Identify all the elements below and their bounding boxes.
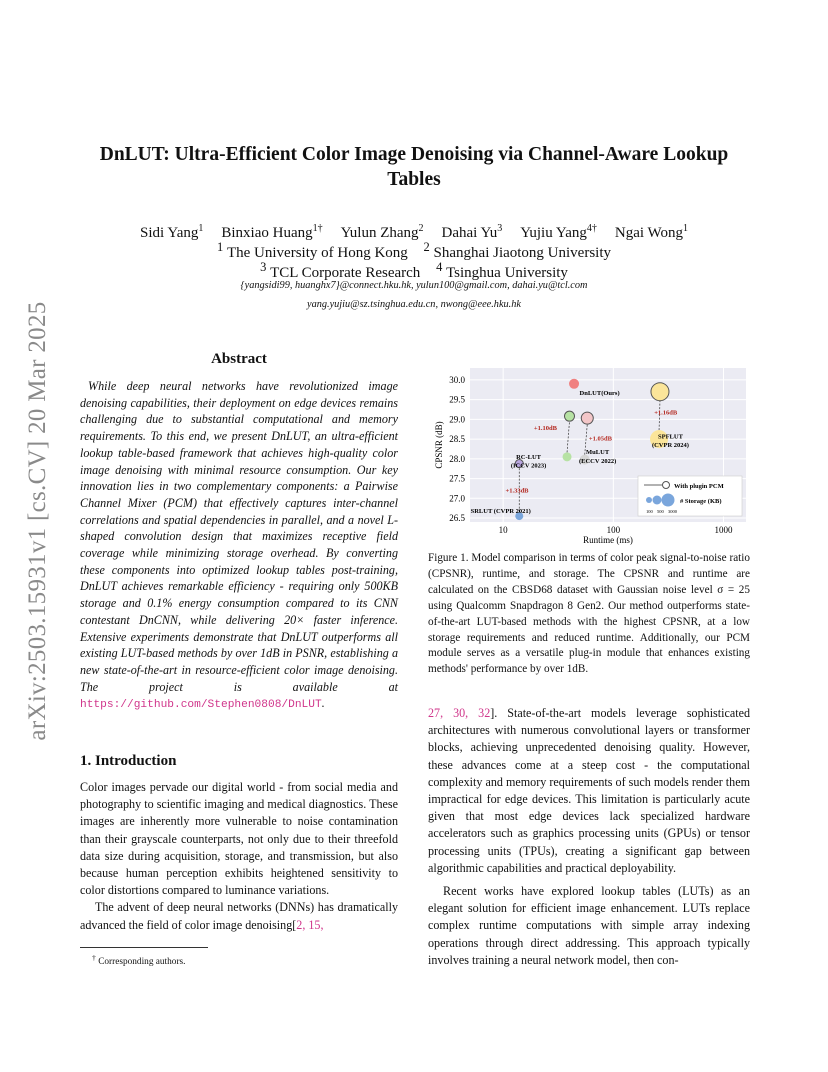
point-label: (ICCV 2023) (510, 462, 547, 470)
affiliations-line1: $^1$ The University of Hong Kong $^2$ Shanghai Jiaotong University (216, 240, 612, 261)
author-name: Binxiao Huang$^{1\dagger}$ (221, 223, 323, 241)
legend-storage-marker (646, 497, 652, 503)
y-tick-label: 29.5 (449, 394, 465, 405)
point-label: DnLUT(Ours) (579, 389, 620, 397)
plugin-point (651, 383, 669, 401)
point-label: (CVPR 2024) (651, 441, 689, 449)
footnote-divider (80, 947, 208, 948)
author-name: Ngai Wong$^1$ (614, 223, 688, 241)
plugin-point (581, 412, 593, 424)
legend-storage-tick: 100 (646, 509, 653, 514)
point-label: (ECCV 2022) (578, 457, 617, 465)
x-tick-label: 10 (498, 525, 508, 535)
y-tick-label: 27.0 (449, 493, 465, 504)
point-label: MuLUT (586, 449, 610, 457)
legend-storage-marker (662, 494, 675, 507)
point-label: SRLUT (CVPR 2021) (470, 507, 531, 515)
y-tick-label: 27.5 (449, 473, 465, 484)
y-tick-label: 28.0 (449, 453, 465, 464)
legend-storage-tick: 3000 (668, 509, 677, 514)
arxiv-stamp: arXiv:2503.15931v1 [cs.CV] 20 Mar 2025 (24, 301, 51, 741)
author-name: Sidi Yang$^1$ (140, 223, 204, 241)
introduction-body (80, 779, 398, 934)
data-point (569, 379, 579, 389)
x-tick-label: 100 (606, 525, 621, 535)
data-point (563, 452, 572, 461)
section-heading-introduction: 1. Introduction (80, 753, 177, 769)
gain-label: +1.10dB (533, 424, 557, 432)
plugin-point (564, 411, 574, 421)
abstract-body: While deep neural networks have revolutionized image denoising capabilities, their deployment on edge devices remains challenging due to substantial computational and memory requirements. To this end, we present DnLUT, an ultra-efficient lookup table-based framework that achieves high-quality color image denoising with minimal resource consumption. Our key innovation lies in two complementary components: a Pairwise Channel Mixer (PCM) that effectively captures inter-channel correlations and spatial dependencies in parallel, and a novel L-shaped convolution design that maximizes receptive field coverage while minimizing storage overhead. By converting these components into optimized lookup tables post-training, DnLUT achieves remarkable efficiency - requiring only 500KB storage and 0.1% energy consumption compared to its CNN contestant DnCNN, while delivering 20× faster inference. Extensive experiments demonstrate that DnLUT outperforms all existing LUT-based methods by over 1dB in PSNR, establishing a new state-of-the-art in resource-efficient color image denoising. The project is available at https://github.com/Stephen0808/DnLUT. (80, 379, 398, 712)
point-label: RC-LUT (516, 453, 542, 461)
x-tick-label: 1000 (714, 525, 733, 535)
y-tick-label: 30.0 (449, 374, 465, 385)
x-axis-label: Runtime (ms) (583, 535, 633, 545)
legend-storage-tick: 500 (657, 509, 664, 514)
legend-storage-label: # Storage (KB) (680, 498, 722, 505)
intro-paragraph-2: The advent of deep neural networks (DNNs) has dramatically advanced the field of color image denoising[2, 15, (80, 900, 398, 932)
author-name: Yulun Zhang$^2$ (340, 223, 424, 241)
citation-link[interactable]: 2, 15, (296, 917, 324, 932)
affiliations-line2: $^3$ TCL Corporate Research $^4$ Tsinghua University (260, 260, 568, 281)
paper-title: DnLUT: Ultra-Efficient Color Image Denoising via Channel-Aware Lookup Tables (99, 144, 729, 190)
gain-label: +1.16dB (654, 409, 678, 417)
legend-box (638, 476, 742, 516)
legend-plugin-marker (663, 482, 670, 489)
abstract-heading: Abstract (211, 351, 267, 367)
author-name: Yujiu Yang$^{4\dagger}$ (520, 223, 597, 241)
y-tick-label: 29.0 (449, 414, 465, 425)
figure-1-chart (428, 360, 750, 545)
gain-label: +1.33dB (505, 487, 529, 495)
y-tick-label: 26.5 (449, 513, 465, 524)
email-line1: {yangsidi99, huanghx7}@connect.hku.hk, yulun100@gmail.com, dahai.yu@tcl.com (240, 280, 588, 291)
email-line2: yang.yujiu@sz.tsinghua.edu.cn, nwong@eee.hku.hk (307, 299, 521, 310)
point-label: SPFLUT (658, 433, 683, 441)
project-link[interactable]: https://github.com/Stephen0808/DnLUT (80, 699, 322, 712)
right-paragraph-2: Recent works have explored lookup tables (LUTs) as an elegant solution for efficient image enhancement. LUTs replace complex runtime computations with simple array indexing operations through direct addressing. This approach typically involves training a neural network model, then con- (428, 884, 750, 967)
right-column-body (428, 705, 750, 969)
y-tick-label: 28.5 (449, 434, 465, 445)
y-axis-label: CPSNR (dB) (434, 421, 444, 469)
figure-1-caption: Figure 1. Model comparison in terms of color peak signal-to-noise ratio (CPSNR), runtime, and storage. The CPSNR and runtime are calculated on the CBSD68 dataset with Gaussian noise level σ = 25 using Qualcomm Snapdragon 8 Gen2. Our method outperforms state-of-the-art LUT-based methods with the highest CPSNR, at a low storage requirements and reduced runtime. Additionally, our PCM module serves as a versatile plug-in module that enhances existing methods' performance by over 1dB. (428, 552, 750, 676)
legend-plugin-label: With plugin PCM (674, 483, 724, 490)
gain-label: +1.05dB (588, 435, 612, 443)
footnote: † Corresponding authors. (92, 953, 186, 968)
citation-link[interactable]: 27, 30, 32 (428, 706, 491, 720)
intro-paragraph-1: Color images pervade our digital world - from social media and photography to scientific imaging and medical diagnostics. These images are inherently more vulnerable to noise contamination than their grayscale counterparts, not only due to their threefold data size during acquisition, storage, and transmission, but also because human perception exhibits heightened sensitivity to color distortions compared to luminance variations. (80, 780, 398, 898)
legend-storage-marker (653, 496, 662, 505)
right-paragraph-1: 27, 30, 32]. State-of-the-art models leverage sophisticated architectures with numerous convolutional layers or transformer blocks, achieving unprecedented denoising quality. However, these advances come at a steep cost - the computational complexity and memory requirements of such models render them impractical for edge devices. This limitation is particularly acute given that most edge devices lack specialized hardware accelerators such as graphics processing units (GPUs) or tensor processing units (TPUs), creating a significant gap between algorithmic capabilities and practical deployability. (428, 706, 750, 875)
author-name: Dahai Yu$^3$ (441, 223, 503, 241)
